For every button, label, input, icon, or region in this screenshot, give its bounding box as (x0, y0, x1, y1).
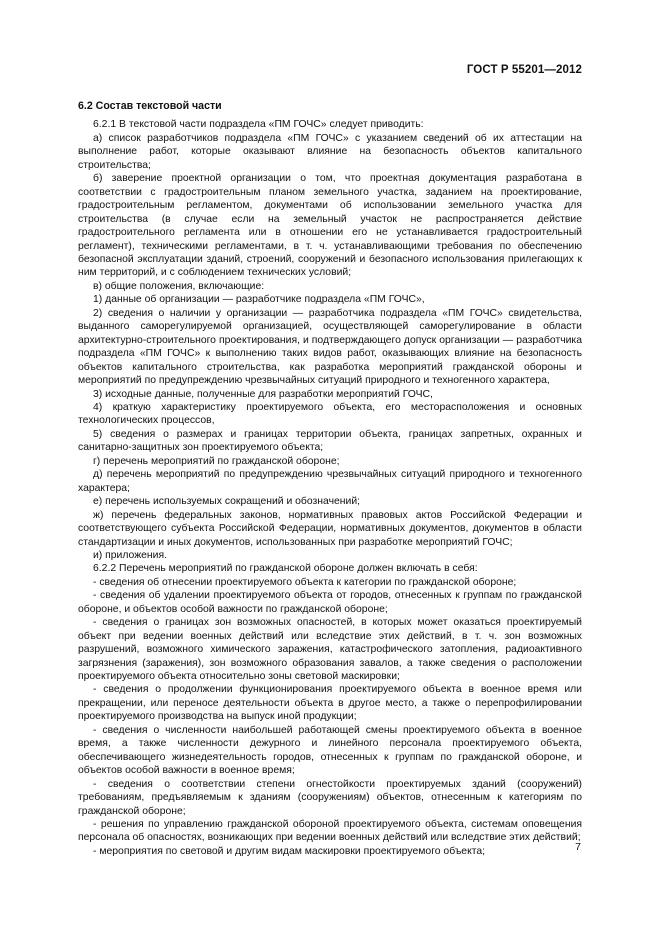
paragraph: 6.2.2 Перечень мероприятий по гражданской обороне должен включать в себя: (93, 563, 478, 575)
paragraph: - сведения о численности наибольшей работающей смены проектируемого объекта в военное время, а также численности дежурного и линейного персонала проектируемого объекта, обеспечивающего жизнедеятельность городов, отнесенных к группам по гражданской обороне, и объектов особой важности в военное время; (78, 724, 582, 777)
page-number: 7 (575, 841, 581, 853)
paragraph: д) перечень мероприятий по предупреждению чрезвычайных ситуаций природного и техногенного характера; (78, 469, 582, 494)
document-body (78, 100, 582, 858)
paragraph: - решения по управлению гражданской обороной проектируемого объекта, системам оповещения персонала об опасностях, возникающих при ведении военных действий или вследствие этих действий; (78, 819, 582, 844)
paragraph: - сведения об отнесении проектируемого объекта к категории по гражданской обороне; (93, 576, 517, 588)
paragraph: - сведения об удалении проектируемого объекта от городов, отнесенных к группам по гражданской обороне, и объектов особой важности по гражданской обороне; (78, 590, 582, 615)
paragraph: е) перечень используемых сокращений и обозначений; (93, 496, 361, 508)
paragraph: 5) сведения о размерах и границах территории объекта, границах запретных, охранных и санитарно-защитных зон проектируемого объекта; (78, 428, 582, 454)
paragraph: 1) данные об организации — разработчике подраздела «ПМ ГОЧС», (93, 294, 425, 306)
paragraph: 4) краткую характеристику проектируемого объекта, его месторасположения и основных технологических процессов, (78, 401, 582, 427)
paragraph: и) приложения. (93, 549, 167, 561)
section-title: 6.2 Состав текстовой части (78, 100, 222, 112)
paragraph: б) заверение проектной организации о том, что проектная документация разработана в соответствии с градостроительным планом земельного участка, заданием на проектирование, градостроительным регламентом, документами об использовании земельного участка для строительства (в случае если на земельный участок не распространяется действие градостроительного регламента или в отношении его не устанавливается градостроительный регламент), техническими регламентами, в т. ч. устанавливающими требования по обеспечению безопасной эксплуатации зданий, строений, сооружений и безопасного использования прилегающих к ним территорий, и с соблюдением технических условий; (78, 173, 582, 279)
paragraph: 6.2.1 В текстовой части подраздела «ПМ ГОЧС» следует приводить: (93, 119, 424, 131)
paragraph: 3) исходные данные, полученные для разработки мероприятий ГОЧС, (93, 388, 433, 400)
paragraph: ж) перечень федеральных законов, нормативных правовых актов Российской Федерации и соответствующего субъекта Российской Федерации, нормативных документов, документов в области стандартизации и иных документов, использованных при разработке мероприятий ГОЧС; (78, 509, 582, 548)
document-header-standard: ГОСТ Р 55201—2012 (466, 64, 582, 76)
paragraph: - мероприятия по световой и другим видам маскировки проектируемого объекта; (93, 845, 486, 857)
paragraph: а) список разработчиков подраздела «ПМ ГОЧС» с указанием сведений об их аттестации на выполнение работ, которые оказывают влияние на безопасность объектов капитального строительства; (78, 132, 582, 171)
paragraph: - сведения о продолжении функционирования проектируемого объекта в военное время или прекращении, или переносе деятельности объекта в другое место, а также о перепрофилировании проектируемого производства на выпуск иной продукции; (78, 684, 582, 723)
paragraph: - сведения о границах зон возможных опасностей, в которых может оказаться проектируемый объект при ведении военных действий или вследствие этих действий, в т. ч. зон возможных разрушений, возможного химического заражения, катастрофического затопления, радиоактивного загрязнения (заражения), зон возможного образования завалов, а также сведения о расположении проектируемого объекта относительно зоны световой маскировки; (78, 617, 582, 683)
paragraph-list (78, 118, 582, 858)
paragraph: - сведения о соответствии степени огнестойкости проектируемых зданий (сооружений) требованиям, предъявляемым к зданиям (сооружениям) объектов, отнесенным к категориям по гражданской обороне; (78, 778, 582, 817)
paragraph: в) общие положения, включающие: (93, 280, 265, 292)
paragraph: 2) сведения о наличии у организации — разработчика подраздела «ПМ ГОЧС» свидетельства, выданного саморегулируемой организацией, осуществляющей саморегулирование в области архитектурно-строительного проектирования, и подтверждающего допуск организации — разработчика подраздела «ПМ ГОЧС» к выполнению таких видов работ, оказывающих влияние на безопасность объектов капитального строительства, как разработка мероприятий гражданской обороны и мероприятий по предупреждению чрезвычайных ситуаций природного и техногенного характера, (78, 307, 582, 387)
paragraph: г) перечень мероприятий по гражданской обороне; (93, 455, 340, 467)
